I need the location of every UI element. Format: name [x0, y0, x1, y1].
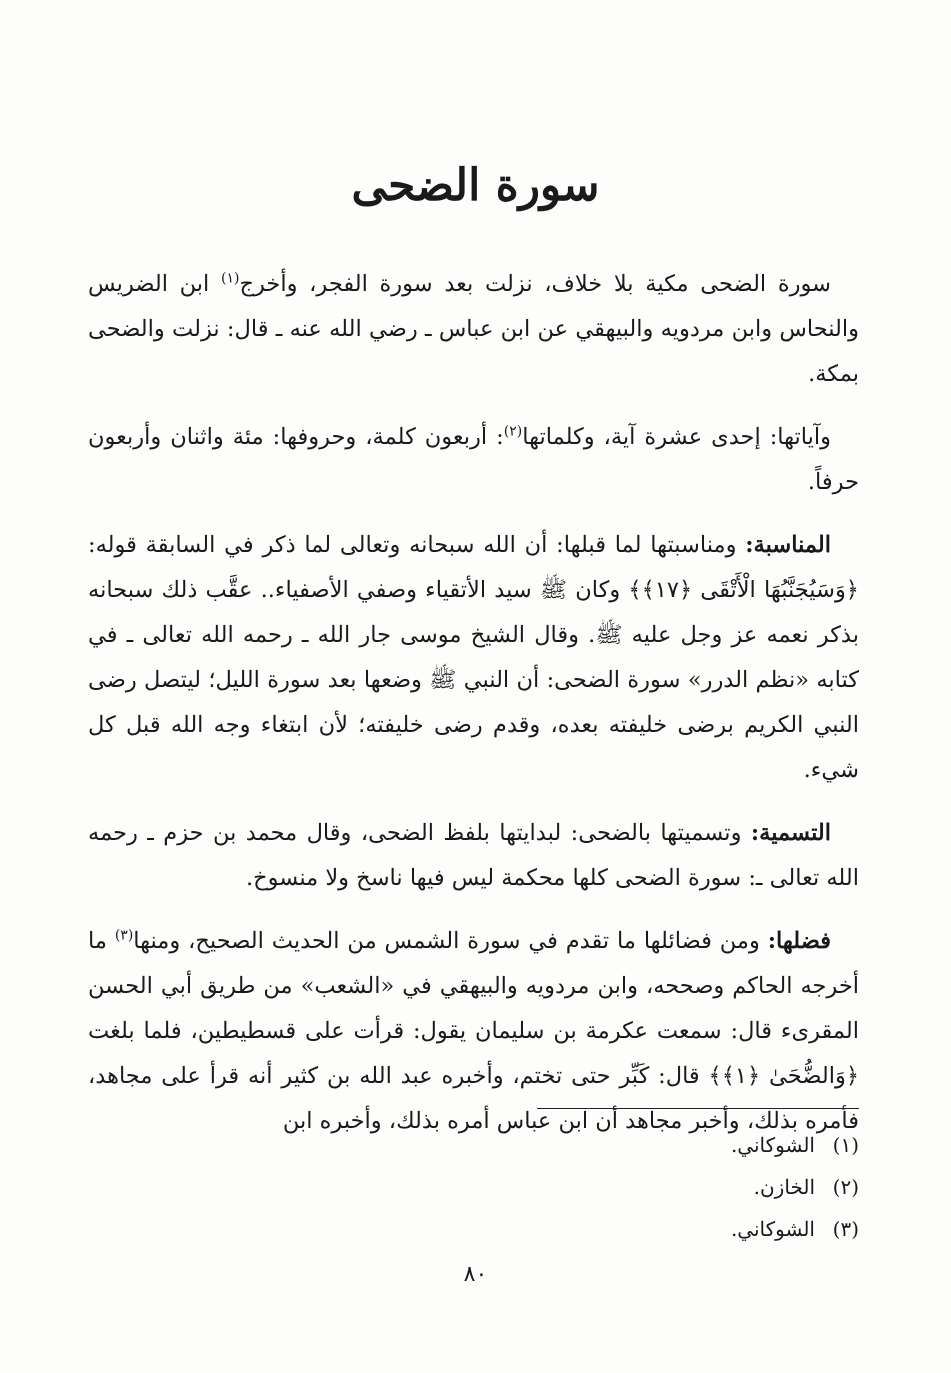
text-run: وتسميتها بالضحى: لبدايتها بلفظ الضحى، وقال محمد بن حزم ـ رحمه الله تعالى ـ: سورة الضحى كلها محكمة ليس فيها ناسخ ولا منسوخ.	[88, 820, 859, 891]
footnote-item	[459, 1166, 859, 1208]
footnote-text: الشوكاني.	[730, 1133, 815, 1157]
page-number: ٨٠	[463, 1262, 488, 1287]
section-label: فضلها:	[767, 928, 831, 954]
footnote-item	[459, 1124, 859, 1166]
footnote-divider	[537, 1108, 859, 1109]
text-run: ومن فضائلها ما تقدم في سورة الشمس من الحديث الصحيح، ومنها	[133, 928, 768, 954]
footnote-text: الشوكاني.	[730, 1217, 815, 1241]
footnote-item	[459, 1208, 859, 1250]
paragraph-virtues	[88, 919, 859, 1144]
footnote-number: (٣)	[832, 1217, 859, 1241]
footnotes	[459, 1124, 859, 1250]
footnote-number: (٢)	[832, 1175, 859, 1199]
text-run: سورة الضحى مكية بلا خلاف، نزلت بعد سورة الفجر، وأخرج	[239, 271, 831, 297]
surah-title: سورة الضحى	[351, 160, 600, 211]
footnote-text: الخازن.	[753, 1175, 815, 1199]
footnote-ref-3[interactable]: (٣)	[114, 927, 134, 944]
paragraph-intro	[88, 262, 859, 397]
body-text	[88, 262, 859, 1162]
paragraph-relevance	[88, 523, 859, 793]
section-label: التسمية:	[750, 820, 831, 846]
paragraph-verses	[88, 415, 859, 505]
text-run: ومناسبتها لما قبلها: أن الله سبحانه وتعالى لما ذكر في السابقة قوله:	[88, 532, 746, 558]
text-run: : أربعون كلمة، وحروفها: مئة واثنان وأربعون حرفاً.	[88, 424, 859, 495]
text-run: وآياتها: إحدى عشرة آية، وكلماتها	[522, 424, 831, 450]
paragraph-naming	[88, 811, 859, 901]
text-run: قال: كَبِّر حتى تختم، وأخبره عبد الله بن كثير أنه قرأ على مجاهد، فأمره بذلك، وأخبر مجاهد أن ابن عباس أمره بذلك، وأخبره ابن	[88, 1063, 859, 1134]
section-label: المناسبة:	[745, 532, 831, 558]
text-run: وكان ﷺ سيد الأتقياء وصفي الأصفياء.. عقَّب ذلك سبحانه بذكر نعمه عز وجل عليه ﷺ. وقال الشيخ موسى جار الله ـ رحمه الله تعالى ـ في كتابه «نظم الدرر» سورة الضحى: أن النبي ﷺ وضعها بعد سورة الليل؛ ليتصل رضى النبي الكريم برضى خليفته بعده، وقدم رضى خليفته؛ لأن ابتغاء وجه الله قبل كل شيء.	[88, 577, 859, 783]
footnote-ref-2[interactable]: (٢)	[503, 423, 523, 440]
text-run: ما أخرجه الحاكم وصححه، وابن مردويه والبيهقي في «الشعب» من طريق أبي الحسن المقرىء قال: سمعت عكرمة بن سليمان يقول: قرأت على قسطيطين، فلما بلغت	[88, 928, 859, 1044]
footnote-ref-1[interactable]: (١)	[221, 270, 240, 287]
text-run: ابن الضريس والنحاس وابن مردويه والبيهقي عن ابن عباس ـ رضي الله عنه ـ قال: نزلت والضحى بمكة.	[88, 271, 859, 387]
quran-quote: ﴿وَالضُّحَىٰ ﴿١﴾﴾	[708, 1063, 859, 1089]
footnote-number: (١)	[832, 1133, 859, 1157]
quran-quote: ﴿وَسَيُجَنَّبُهَا الْأَتْقَى ﴿١٧﴾﴾	[628, 577, 859, 603]
